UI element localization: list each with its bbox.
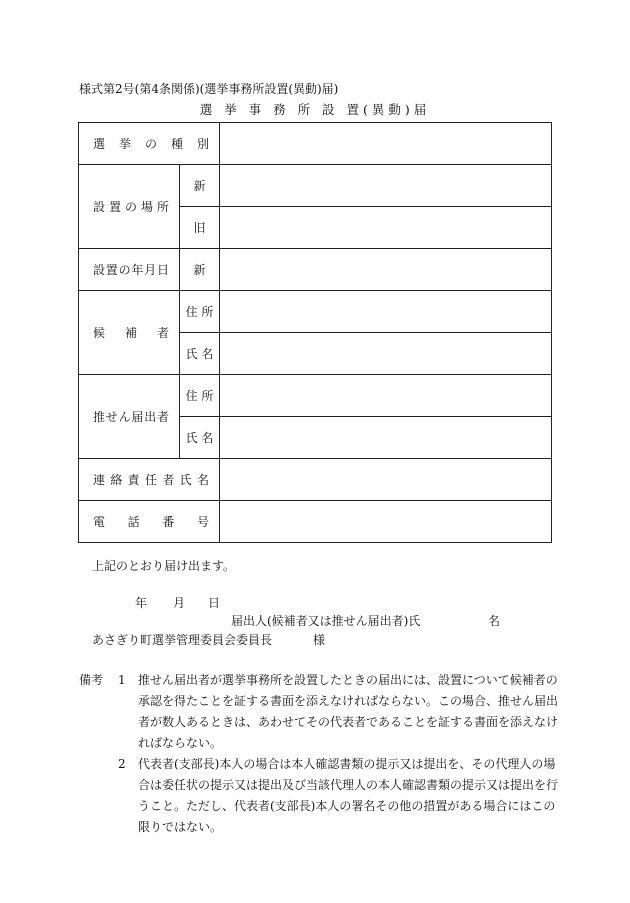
char: 者: [162, 473, 175, 487]
label-election-kind: [79, 123, 220, 165]
field-recommender-name[interactable]: [220, 417, 552, 459]
date-year: 年: [135, 596, 148, 610]
note-text: 推せん届出者が選挙事務所を設置したときの届出には、設置について候補者の承認を得たことを証する書面を添えなければならない。この場合、推せん届出者が数人あるときは、あわせてその代表者であることを証する書面を添えなければならない。: [138, 673, 559, 750]
char: 挙: [119, 137, 132, 151]
notes-label-spacer: [79, 754, 118, 838]
document-title: 選 挙 事 務 所 設 置(異動)届: [199, 102, 431, 117]
label-candidate: [79, 291, 180, 375]
field-place-old[interactable]: [220, 207, 552, 249]
char: 推: [93, 410, 106, 424]
label-recommender-name: 氏 名: [180, 417, 220, 459]
row-phone: [79, 501, 552, 543]
applicant-label: 届出人(候補者又は推せん届出者)氏: [231, 614, 421, 628]
char: 所: [156, 200, 169, 214]
char: 年: [131, 263, 144, 277]
char: 号: [196, 515, 209, 529]
char: 責: [127, 473, 140, 487]
field-recommender-address[interactable]: [220, 375, 552, 417]
field-election-kind[interactable]: [220, 123, 552, 165]
char: 任: [144, 473, 157, 487]
char: の: [124, 200, 137, 214]
notes-label: 備考: [79, 673, 104, 687]
char: 絡: [110, 473, 123, 487]
char: 場: [140, 200, 153, 214]
label-place: [79, 165, 180, 249]
char: 者: [156, 410, 169, 424]
char: 氏: [179, 473, 192, 487]
date-day: 日: [208, 596, 221, 610]
char: 候: [93, 326, 106, 340]
char: 話: [127, 515, 140, 529]
field-place-new[interactable]: [220, 165, 552, 207]
recipient: あさぎり町選挙管理委員会委員長: [92, 633, 273, 647]
note-item-2: [79, 754, 559, 838]
field-contact-person[interactable]: [220, 459, 552, 501]
note-number: 1: [118, 673, 126, 687]
char: 選: [93, 137, 106, 151]
row-setup-date: [79, 249, 552, 291]
label-setup-date: [79, 249, 180, 291]
field-candidate-address[interactable]: [220, 291, 552, 333]
label-recommender: [79, 375, 180, 459]
note-item-1: [79, 670, 559, 754]
char: 届: [131, 410, 144, 424]
row-candidate-address: [79, 291, 552, 333]
row-contact-person: [79, 459, 552, 501]
char: 設: [93, 263, 106, 277]
label-recommender-address: 住 所: [180, 375, 220, 417]
note-number: 2: [118, 757, 126, 771]
label-candidate-name: 氏 名: [180, 333, 220, 375]
label-phone: [79, 501, 220, 543]
field-setup-date[interactable]: [220, 249, 552, 291]
char: 番: [162, 515, 175, 529]
label-contact-person: [79, 459, 220, 501]
label-date-new: 新: [180, 249, 220, 291]
field-phone[interactable]: [220, 501, 552, 543]
char: せ: [105, 410, 118, 424]
char: 名: [196, 473, 209, 487]
notes-section: [79, 670, 559, 838]
char: 置: [108, 200, 121, 214]
char: 日: [156, 263, 169, 277]
char: 置: [105, 263, 118, 277]
recipient-honorific: 様: [313, 633, 326, 647]
row-election-kind: [79, 123, 552, 165]
field-candidate-name[interactable]: [220, 333, 552, 375]
char: 連: [93, 473, 106, 487]
char: 種: [171, 137, 184, 151]
char: の: [145, 137, 158, 151]
date-month: 月: [173, 596, 186, 610]
row-place-new: [79, 165, 552, 207]
applicant-name-label: 名: [488, 614, 501, 628]
notification-form-table: [78, 122, 552, 543]
label-candidate-address: 住 所: [180, 291, 220, 333]
form-number: 様式第2号(第4条関係)(選挙事務所設置(異動)届): [79, 82, 339, 96]
label-place-new: 新: [180, 165, 220, 207]
char: の: [118, 263, 131, 277]
char: 電: [93, 515, 106, 529]
statement: 上記のとおり届け出ます。: [92, 559, 236, 573]
char: ん: [118, 410, 131, 424]
char: 設: [93, 200, 106, 214]
char: 別: [197, 137, 210, 151]
char: 出: [144, 410, 157, 424]
row-recommender-address: [79, 375, 552, 417]
char: 者: [156, 326, 169, 340]
note-text: 代表者(支部長)本人の場合は本人確認書類の提示又は提出を、その代理人の場合は委任状の提示又は提出及び当該代理人の本人確認書類の提示又は提出を行うこと。ただし、代表者(支部長)本人の署名その他の措置がある場合にはこの限りではない。: [138, 757, 559, 834]
char: 月: [144, 263, 157, 277]
label-place-old: 旧: [180, 207, 220, 249]
char: 補: [124, 326, 137, 340]
